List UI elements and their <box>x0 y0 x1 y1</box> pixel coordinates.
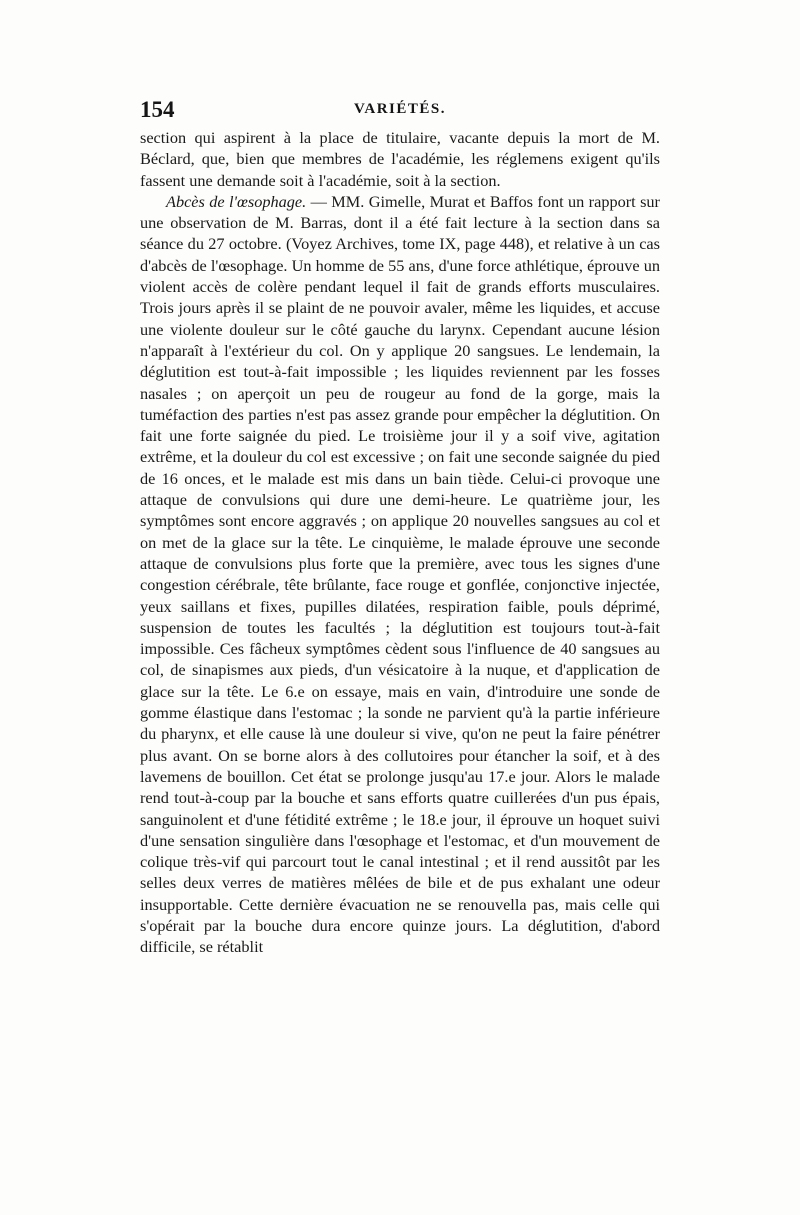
section-title: VARIÉTÉS. <box>353 101 446 117</box>
running-head <box>140 97 660 125</box>
paragraph-continuation: section qui aspirent à la place de titulaire, vacante depuis la mort de M. Béclard, que, bien que membres de l'académie, les réglemens exigent qu'ils fassent une demande soit à l'académie, soit à la section. <box>140 128 660 190</box>
page-number: 154 <box>140 97 175 122</box>
subheading: Abcès de l'œsophage. <box>166 191 307 211</box>
paragraph-abces <box>140 191 660 958</box>
body-text <box>140 127 660 958</box>
paragraph-text: — MM. Gimelle, Murat et Baffos font un rapport sur une observation de M. Barras, dont il a été fait lecture à la section dans sa séance du 27 octobre. (Voyez Archives, tome IX, page 448), et relative à un cas d'abcès de l'œsophage. Un homme de 55 ans, d'une force athlétique, éprouve un violent accès de colère pendant lequel il fait de grands efforts musculaires. Trois jours après il se plaint de ne pouvoir avaler, même les liquides, et accuse une violente douleur sur le côté gauche du larynx. Cependant aucune lésion n'apparaît à l'extérieur du col. On y applique 20 sangsues. Le lendemain, la déglutition est tout-à-fait impossible ; les liquides reviennent par les fosses nasales ; on aperçoit un peu de rougeur au fond de la gorge, mais la tuméfaction des parties n'est pas assez grande pour empêcher la déglutition. On fait une forte saignée du pied. Le troisième jour il y a soif vive, agitation extrême, et la douleur du col est excessive ; on fait une seconde saignée du pied de 16 onces, et le malade est mis dans un bain tiède. Celui-ci provoque une attaque de convulsions qui dure une demi-heure. Le quatrième jour, les symptômes sont encore aggravés ; on applique 20 nouvelles sangsues au col et on met de la glace sur la tête. Le cinquième, le malade éprouve une seconde attaque de convulsions plus forte que la première, avec tous les signes d'une congestion cérébrale, tête brûlante, face rouge et gonflée, conjonctive injectée, yeux saillans et fixes, pupilles dilatées, respiration faible, pouls déprimé, suspension de toutes les facultés ; la déglutition est toujours tout-à-fait impossible. Ces fâcheux symptômes cèdent sous l'influence de 40 sangsues au col, de sinapismes aux pieds, d'un vésicatoire à la nuque, et d'application de glace sur la tête. Le 6.e on essaye, mais en vain, d'introduire une sonde de gomme élastique dans l'estomac ; la sonde ne parvient qu'à la partie inférieure du pharynx, et elle cause là une douleur si vive, qu'on ne peut la faire pénétrer plus avant. On se borne alors à des collutoires pour étancher la soif, et à des lavemens de bouillon. Cet état se prolonge jusqu'au 17.e jour. Alors le malade rend tout-à-coup par la bouche et sans efforts quatre cuillerées d'un pus épais, sanguinolent et d'une fétidité extrême ; le 18.e jour, il éprouve un hoquet suivi d'une sensation singulière dans l'œsophage et l'estomac, et d'un mouvement de colique très-vif qui parcourt tout le canal intestinal ; et il rend aussitôt par les selles deux verres de matières mêlées de bile et de pus exhalant une odeur insupportable. Cette dernière évacuation ne se renouvella pas, mais celle qui s'opérait par la bouche dura encore quinze jours. La déglutition, d'abord difficile, se rétablit <box>140 191 660 957</box>
